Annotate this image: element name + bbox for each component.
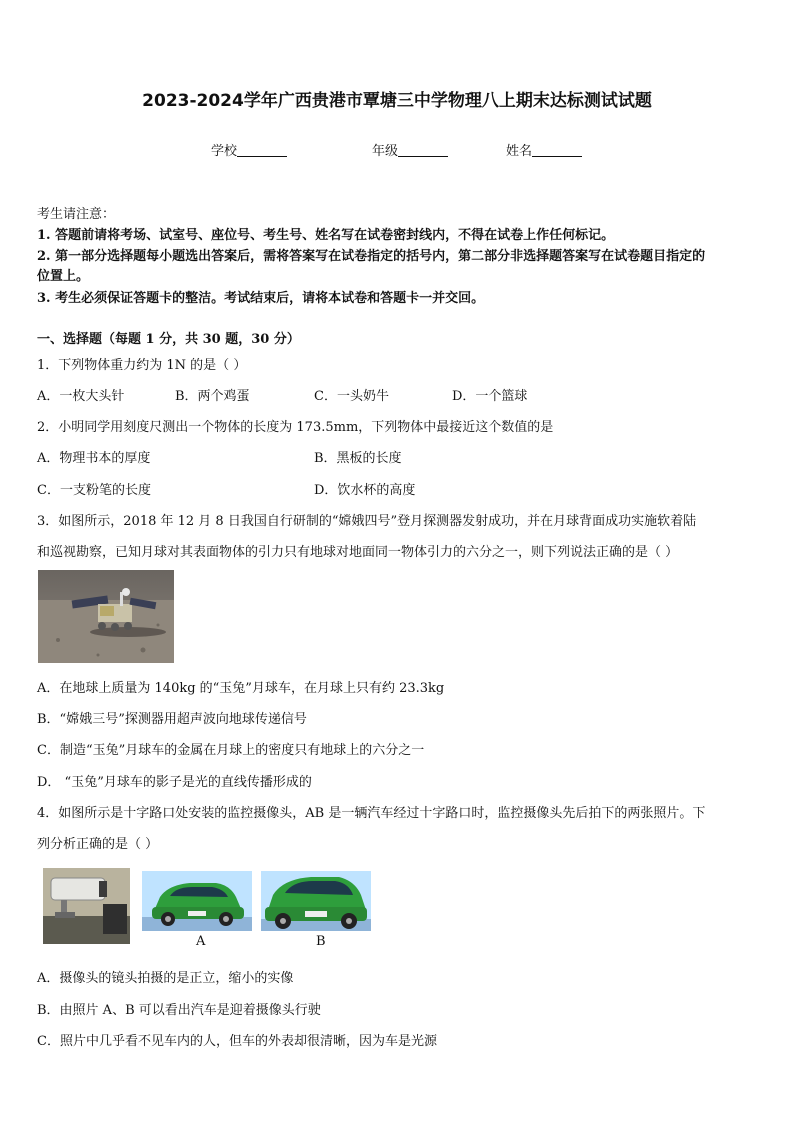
notice-item: 3. 考生必须保证答题卡的整洁。考试结束后，请将本试卷和答题卡一并交回。 xyxy=(37,291,485,306)
section-heading: 一、选择题（每题 1 分，共 30 题，30 分） xyxy=(37,332,300,347)
option: A．物理书本的厚度 xyxy=(37,451,151,466)
caption-b: B xyxy=(316,934,326,949)
name-blank xyxy=(532,144,582,157)
option: B．两个鸡蛋 xyxy=(175,389,250,404)
name-field xyxy=(506,140,582,159)
car-photo-b xyxy=(261,871,371,931)
option: D．一个篮球 xyxy=(452,389,528,404)
option: D．饮水杯的高度 xyxy=(314,483,416,498)
option: A．摄像头的镜头拍摄的是正立，缩小的实像 xyxy=(37,971,294,986)
question-stem: 4．如图所示是十字路口处安装的监控摄像头，AB 是一辆汽车经过十字路口时，监控摄像头先后拍下的两张照片。下 xyxy=(37,806,706,821)
option: B．由照片 A、B 可以看出汽车是迎着摄像头行驶 xyxy=(37,1003,321,1018)
notice-heading: 考生请注意： xyxy=(37,207,116,222)
option: D． “玉兔”月球车的影子是光的直线传播形成的 xyxy=(37,775,312,790)
school-blank xyxy=(237,144,287,157)
question-stem: 3．如图所示，2018 年 12 月 8 日我国自行研制的“嫦娥四号”登月探测器发射成功，并在月球背面成功实施软着陆 xyxy=(37,514,697,529)
grade-blank xyxy=(398,144,448,157)
option: B．“嫦娥三号”探测器用超声波向地球传递信号 xyxy=(37,712,307,727)
name-label: 姓名 xyxy=(506,144,533,159)
school-label: 学校 xyxy=(211,144,238,159)
question-stem: 列分析正确的是（ ） xyxy=(37,837,159,852)
notice-item: 1. 答题前请将考场、试室号、座位号、考生号、姓名写在试卷密封线内，不得在试卷上作任何标记。 xyxy=(37,228,615,243)
moon-rover-photo xyxy=(38,570,174,663)
car-photo-a xyxy=(142,871,252,931)
surveillance-camera-photo xyxy=(43,868,130,944)
school-field xyxy=(211,140,287,159)
grade-field xyxy=(372,140,448,159)
question-stem: 和巡视勘察，已知月球对其表面物体的引力只有地球对地面同一物体引力的六分之一，则下列说法正确的是（ ） xyxy=(37,545,679,560)
option: C．照片中几乎看不见车内的人，但车的外表却很清晰，因为车是光源 xyxy=(37,1034,437,1049)
page-title: 2023-2024学年广西贵港市覃塘三中学物理八上期末达标测试试题 xyxy=(142,91,652,111)
option: C．制造“玉兔”月球车的金属在月球上的密度只有地球上的六分之一 xyxy=(37,743,425,758)
question-stem: 2．小明同学用刻度尺测出一个物体的长度为 173.5mm，下列物体中最接近这个数值的是 xyxy=(37,420,554,435)
option: B．黑板的长度 xyxy=(314,451,402,466)
notice-item: 位置上。 xyxy=(37,269,90,284)
option: C．一头奶牛 xyxy=(314,389,389,404)
caption-a: A xyxy=(196,934,206,949)
option: A．在地球上质量为 140kg 的“玉兔”月球车，在月球上只有约 23.3kg xyxy=(37,681,445,696)
question-stem: 1．下列物体重力约为 1N 的是（ ） xyxy=(37,358,247,373)
grade-label: 年级 xyxy=(372,144,399,159)
option: C．一支粉笔的长度 xyxy=(37,483,151,498)
option: A．一枚大头针 xyxy=(37,389,125,404)
notice-item: 2. 第一部分选择题每小题选出答案后，需将答案写在试卷指定的括号内，第二部分非选择题答案写在试卷题目指定的 xyxy=(37,249,706,264)
